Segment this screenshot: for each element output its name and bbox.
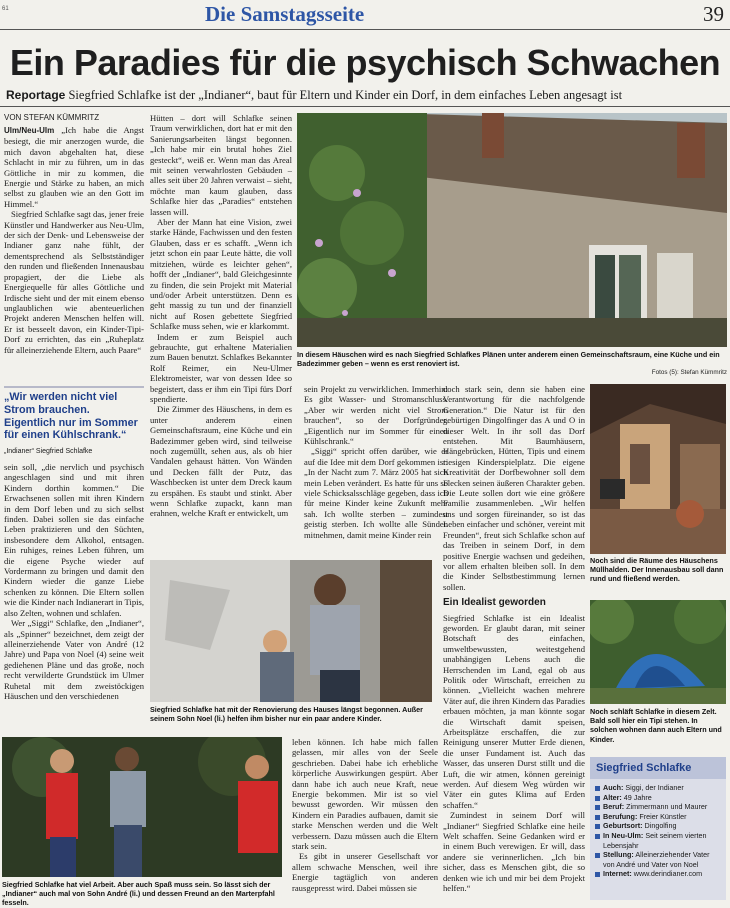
paragraph: Hütten – dort will Schlafke seinen Traum verwirklichen, dort hat er mit den Sanierungsarbeiten längst begonnen. „Ich habe mir ein brutal hohes Ziel gesteckt“, weiß er. Wenn man das Areal mit seinen verwahrlosten Gebäuden – alles seit über 20 Jahren verwaist – sieht, möchte man kaum glauben, dass Schlafke hier das „Paradies“ entstehen lassen will. (150, 113, 292, 217)
byline: VON STEFAN KÜMMRITZ (4, 113, 100, 122)
lead-paragraph: Ulm/Neu-Ulm „Ich habe die Angst besiegt, die mir anerzogen wurde, die mich davon abgehalten hat, diese Schlacht in mir zu führen, um in das Göttliche in mir zu kommen, die Energie und Stärke zu haben, an mich selbst zu glauben wie an den Gott im Himmel.“ (4, 125, 144, 209)
paragraph: Aber der Mann hat eine Vision, zwei starke Hände, Fachwissen und den festen Glauben, dass er es schafft. „Wenn ich jetzt schon ein paar Leute hätte, die voll mitziehen, würde es leichter gehen“, hofft der „Indianer“, bald Gleichgesinnte zu finden, die sein Projekt mit Material und/oder Arbeit unterstützen. Denn es geht massig zu tun und der finanziell nicht auf Rosen gebettete Siegfried Schlafke muss sehen, wie er klarkommt. (150, 217, 292, 332)
article-subtitle (6, 88, 622, 103)
column-2 (150, 113, 292, 553)
friends-photo-caption: Siegfried Schlafke hat viel Arbeit. Aber auch Spaß muss sein. So lässt sich der „Indianer“ auch mal von Sohn André (li.) und dessen Freund an den Marterpfahl fesseln. (2, 880, 275, 908)
kicker: Reportage (6, 88, 66, 102)
profile-item: Stellung: Alleinerziehender Vater von André und Vater von Noel (595, 850, 721, 869)
profile-item: Geburtsort: Dingolfing (595, 821, 721, 831)
column-1-top (4, 125, 144, 381)
corner-page-number: 61 (2, 6, 9, 12)
subheading: Ein Idealist geworden (443, 597, 546, 609)
paragraph: Siegfried Schlafke sagt das, jener freie Künstler und Handwerker aus Neu-Ulm, der sich der Denk- und Lebensweise der Indianer ganz nahe fühlt, der dementsprechend als Selbstständiger den runden und fließenden Innenausbau propagiert, der die Liebe als Energiequelle für alles Göttliche und Irdische sieht und der mit einem ebenso unglaublichen wie abenteuerlichen Projekt anderen Menschen helfen will. Er ist besseelt davon, ein Kinder-Tipi-Dorf zu errichten, das ein „Ruheplatz für alleinerziehende Eltern, auch Paare“ (4, 209, 144, 355)
profile-item: In Neu-Ulm: Seit seinem vierten Lebensjahr (595, 831, 721, 850)
bullet-icon (595, 796, 600, 801)
photo-credit: Fotos (5): Stefan Kümmritz (651, 369, 727, 376)
renovation-photo-caption: Siegfried Schlafke hat mit der Renovierung des Hauses längst begonnen. Außer seinem Sohn Noel (li.) helfen ihm bisher nur ein paar andere Kinder. (150, 705, 423, 724)
subtitle-text: Siegfried Schlafke ist der „Indianer“, baut für Eltern und Kinder ein Dorf, in dem einfaches Leben angesagt ist (68, 88, 623, 102)
bullet-icon (595, 853, 600, 858)
paragraph: sein Projekt zu verwirklichen. Immerhin: Es gibt Wasser- und Stromanschluss. „Aber wir werden nicht viel Strom brauchen“, so der Dorfgründer. „Eigentlich nur im Sommer für einen Kühlschrank.“ (304, 384, 448, 447)
interior-photo-caption: Noch sind die Räume des Häuschens Müllhalden. Der Innenausbau soll dann rund und fließend werden. (590, 556, 724, 584)
header-rule (0, 29, 730, 30)
pull-quote-attribution: „Indianer“ Siegfried Schlafke (4, 448, 93, 456)
profile-item: Beruf: Zimmermann und Maurer (595, 802, 721, 812)
paragraph: leben können. Ich habe mich fallen gelassen, mir alles von der Seele geschrieben. Dabei habe ich erhebliche körperliche Auswirkungen gespürt. Aber dann habe ich auch neue Kraft, neue Energie bekommen. Mir ist so viel bewusst geworden. Wir müssen den Kindern ein Paradies aufbauen, damit sie starke Menschen werden und die Welt verbessern. Dazu müssen auch die Eltern stark sein. (292, 737, 438, 852)
tent-photo-caption: Noch schläft Schlafke in diesem Zelt. Bald soll hier ein Tipi stehen. In solchen wohnen dann auch Eltern und Kinder. (590, 707, 722, 744)
bullet-icon (595, 834, 600, 839)
paragraph: Indem er zum Beispiel auch gebrauchte, gut erhaltene Materialien zum Bauen benutzt. Schlafkes Bekannter Rolf Reimer, ein Neu-Ulmer Elektromeister, war von dessen Idee so begeistert, dass er ihm ein Tipi fürs Dorf spendierte. (150, 331, 292, 404)
paragraph: Zumindest in seinem Dorf will „Indianer“ Siegfried Schlafke eine heile Welt schaffen. Seine Gedanken wird er in einem Buch verewigen. Er will, dass andere sie verinnerlichen. „Ich bin sicher, dass es Menschen gibt, die so denken wie ich und mir bei dem Projekt helfen.“ (443, 810, 585, 894)
website-link[interactable]: www.derindianer.com (633, 869, 703, 879)
article-title: Ein Paradies für die psychisch Schwachen (9, 42, 721, 83)
profile-item[interactable]: Internet: www.derindianer.com (595, 869, 721, 879)
bullet-icon (595, 872, 600, 877)
profile-item: Auch: Siggi, der Indianer (595, 783, 721, 793)
house-photo (297, 113, 727, 347)
friends-photo (2, 737, 282, 877)
profile-box (590, 757, 726, 900)
section-title: Die Samstagsseite (205, 2, 365, 26)
profile-item: Alter: 49 Jahre (595, 793, 721, 803)
profile-item: Berufung: Freier Künstler (595, 812, 721, 822)
subtitle-rule (0, 106, 730, 107)
bullet-icon (595, 824, 600, 829)
page-number: 39 (703, 2, 724, 26)
renovation-photo (150, 560, 432, 702)
column-3 (304, 384, 448, 560)
bullet-icon (595, 786, 600, 791)
interior-photo (590, 384, 726, 554)
tent-photo (590, 600, 726, 704)
house-photo-caption: In diesem Häuschen wird es nach Siegfried Schlafkes Plänen unter anderem einen Gemeinschaftsraum, eine Küche und ein Badezimmer geben – wenn es erst renoviert ist. (297, 350, 720, 369)
pull-quote-text: „Wir werden nicht viel Strom brauchen. Eigentlich nur im Sommer für einen Kühlschrank.“ (4, 391, 138, 442)
dateline: Ulm/Neu-Ulm (4, 126, 55, 135)
paragraph: doch stark sein, denn sie haben eine Verantwortung für die nachfolgende Generation.“ Die Natur ist für den gebürtigen Dingolfinger das A und O in dieser Welt. In ihr soll das Dorf entstehen. Mit Baumhäusern, Hängebrücken, Hütten, Tipis und einem riesigen Kinderspielplatz. Die eigene Kreativität der Dorfbewohner soll dem Flecken seinen äußeren Charakter geben. Die Leute sollen dort wie eine größere Familie zusammenleben. „Wir helfen uns und sorgen füreinander, so ist das Leben einfacher und schöner, vereint mit Freunden“, freut sich Schlafke schon auf das Treiben in seinem Dorf, in dem positive Energie wachsen und gedeihen, vor allem erhalten bleiben soll. In dem die Kinder Selbstbestimmung lernen sollen. (443, 384, 585, 592)
column-5 (292, 737, 438, 901)
column-4 (443, 384, 585, 900)
paragraph: Es gibt in unserer Gesellschaft vor allem schwache Menschen, weil ihre Energie tagtäglich von anderen rausgepresst wird. Dabei müssen sie (292, 851, 438, 893)
bullet-icon (595, 805, 600, 810)
paragraph: „Siggi“ spricht offen darüber, wie er auf die Idee mit dem Dorf gekommen ist: „In der Nacht zum 7. März 2005 hat sich mein Leben verändert. Es hatte für uns so viele Schicksalsschläge gegeben, dass ich für meine Kinder keine Zukunft mehr sah. Ich wollte sterben – zumindest geistig sterben. Ich wollte alle Sünden mitnehmen, damit meine Kinder rein (304, 446, 448, 540)
pull-quote (4, 386, 144, 455)
profile-list (590, 779, 726, 883)
profile-box-title: Siegfried Schlafke (590, 757, 726, 779)
paragraph: sein soll, „die nervlich und psychisch angeschlagen sind und mit ihren Kindern dorthin kommen.“ Die Erwachsenen sollen mit ihren Kindern in dem Dorf leben und zu sich selbst finden. Dabei sollen sie das einfache Leben praktizieren und den Süchten, insbesondere dem Alkohol, entsagen. Ein ruhiges, reines Leben führen, um die eigene Psyche wieder auf Vordermann zu bringen und damit den Kindern wieder die ganze Liebe schenken zu können. Die Eltern sollen wie die Kinder nach Indianerart in Tipis, also Zelten, wohnen und schlafen. (4, 462, 144, 618)
paragraph: Die Zimmer des Häuschens, in dem es unter anderem einen Gemeinschaftsraum, eine Küche und ein Badezimmer geben wird, sind teilweise noch zugemüllt, sehen aus, als ob hier Vandalen gehaust hätten. Von Wänden und Decken fällt der Putz, das Waschbecken ist unter dem Dreck kaum zu erspähen. Es staubt und stinkt. Aber wenn Schlafke zupackt, kann man erahnen, welche Kraft er entwickelt, um (150, 404, 292, 519)
paragraph: Siegfried Schlafke ist ein Idealist geworden. Er glaubt daran, mit seiner Botschaft des einfachen, umweltbewussten, weitestgehend unabhängigen Lebens auch die Herrschenden im Land, egal ob aus Politik oder Wirtschaft, erreichen zu können. „Vielleicht wachen mehrere Väter auf, die ihren Kindern das Paradies erbauen möchten, ja man könnte sogar die Wirtschaft damit speisen, Arbeitsplätze erschaffen, die zur Reinigung unserer Mutter Erde dienen, die unser Fundament ist. Auch das Wasser, das unseren Durst stillt und die Luft, die wir atmen, können gereinigt werden. Auf diesem Weg würden wir Väter ein gutes Klima auf Erden schaffen.“ (443, 612, 585, 810)
column-1-bottom (4, 462, 144, 732)
bullet-icon (595, 815, 600, 820)
paragraph: Wer „Siggi“ Schlafke, den „Indianer“, als „Spinner“ bezeichnet, dem zeigt der alleinerziehende Vater von André (12 Jahre) und Papa von Noel (4) seine weit gediehenen Pläne und das große, noch recht verwilderte Grundstück im Ulmer Ruhetal mit dem zweistöckigen Häuschen und den verschiedenen (4, 618, 144, 701)
